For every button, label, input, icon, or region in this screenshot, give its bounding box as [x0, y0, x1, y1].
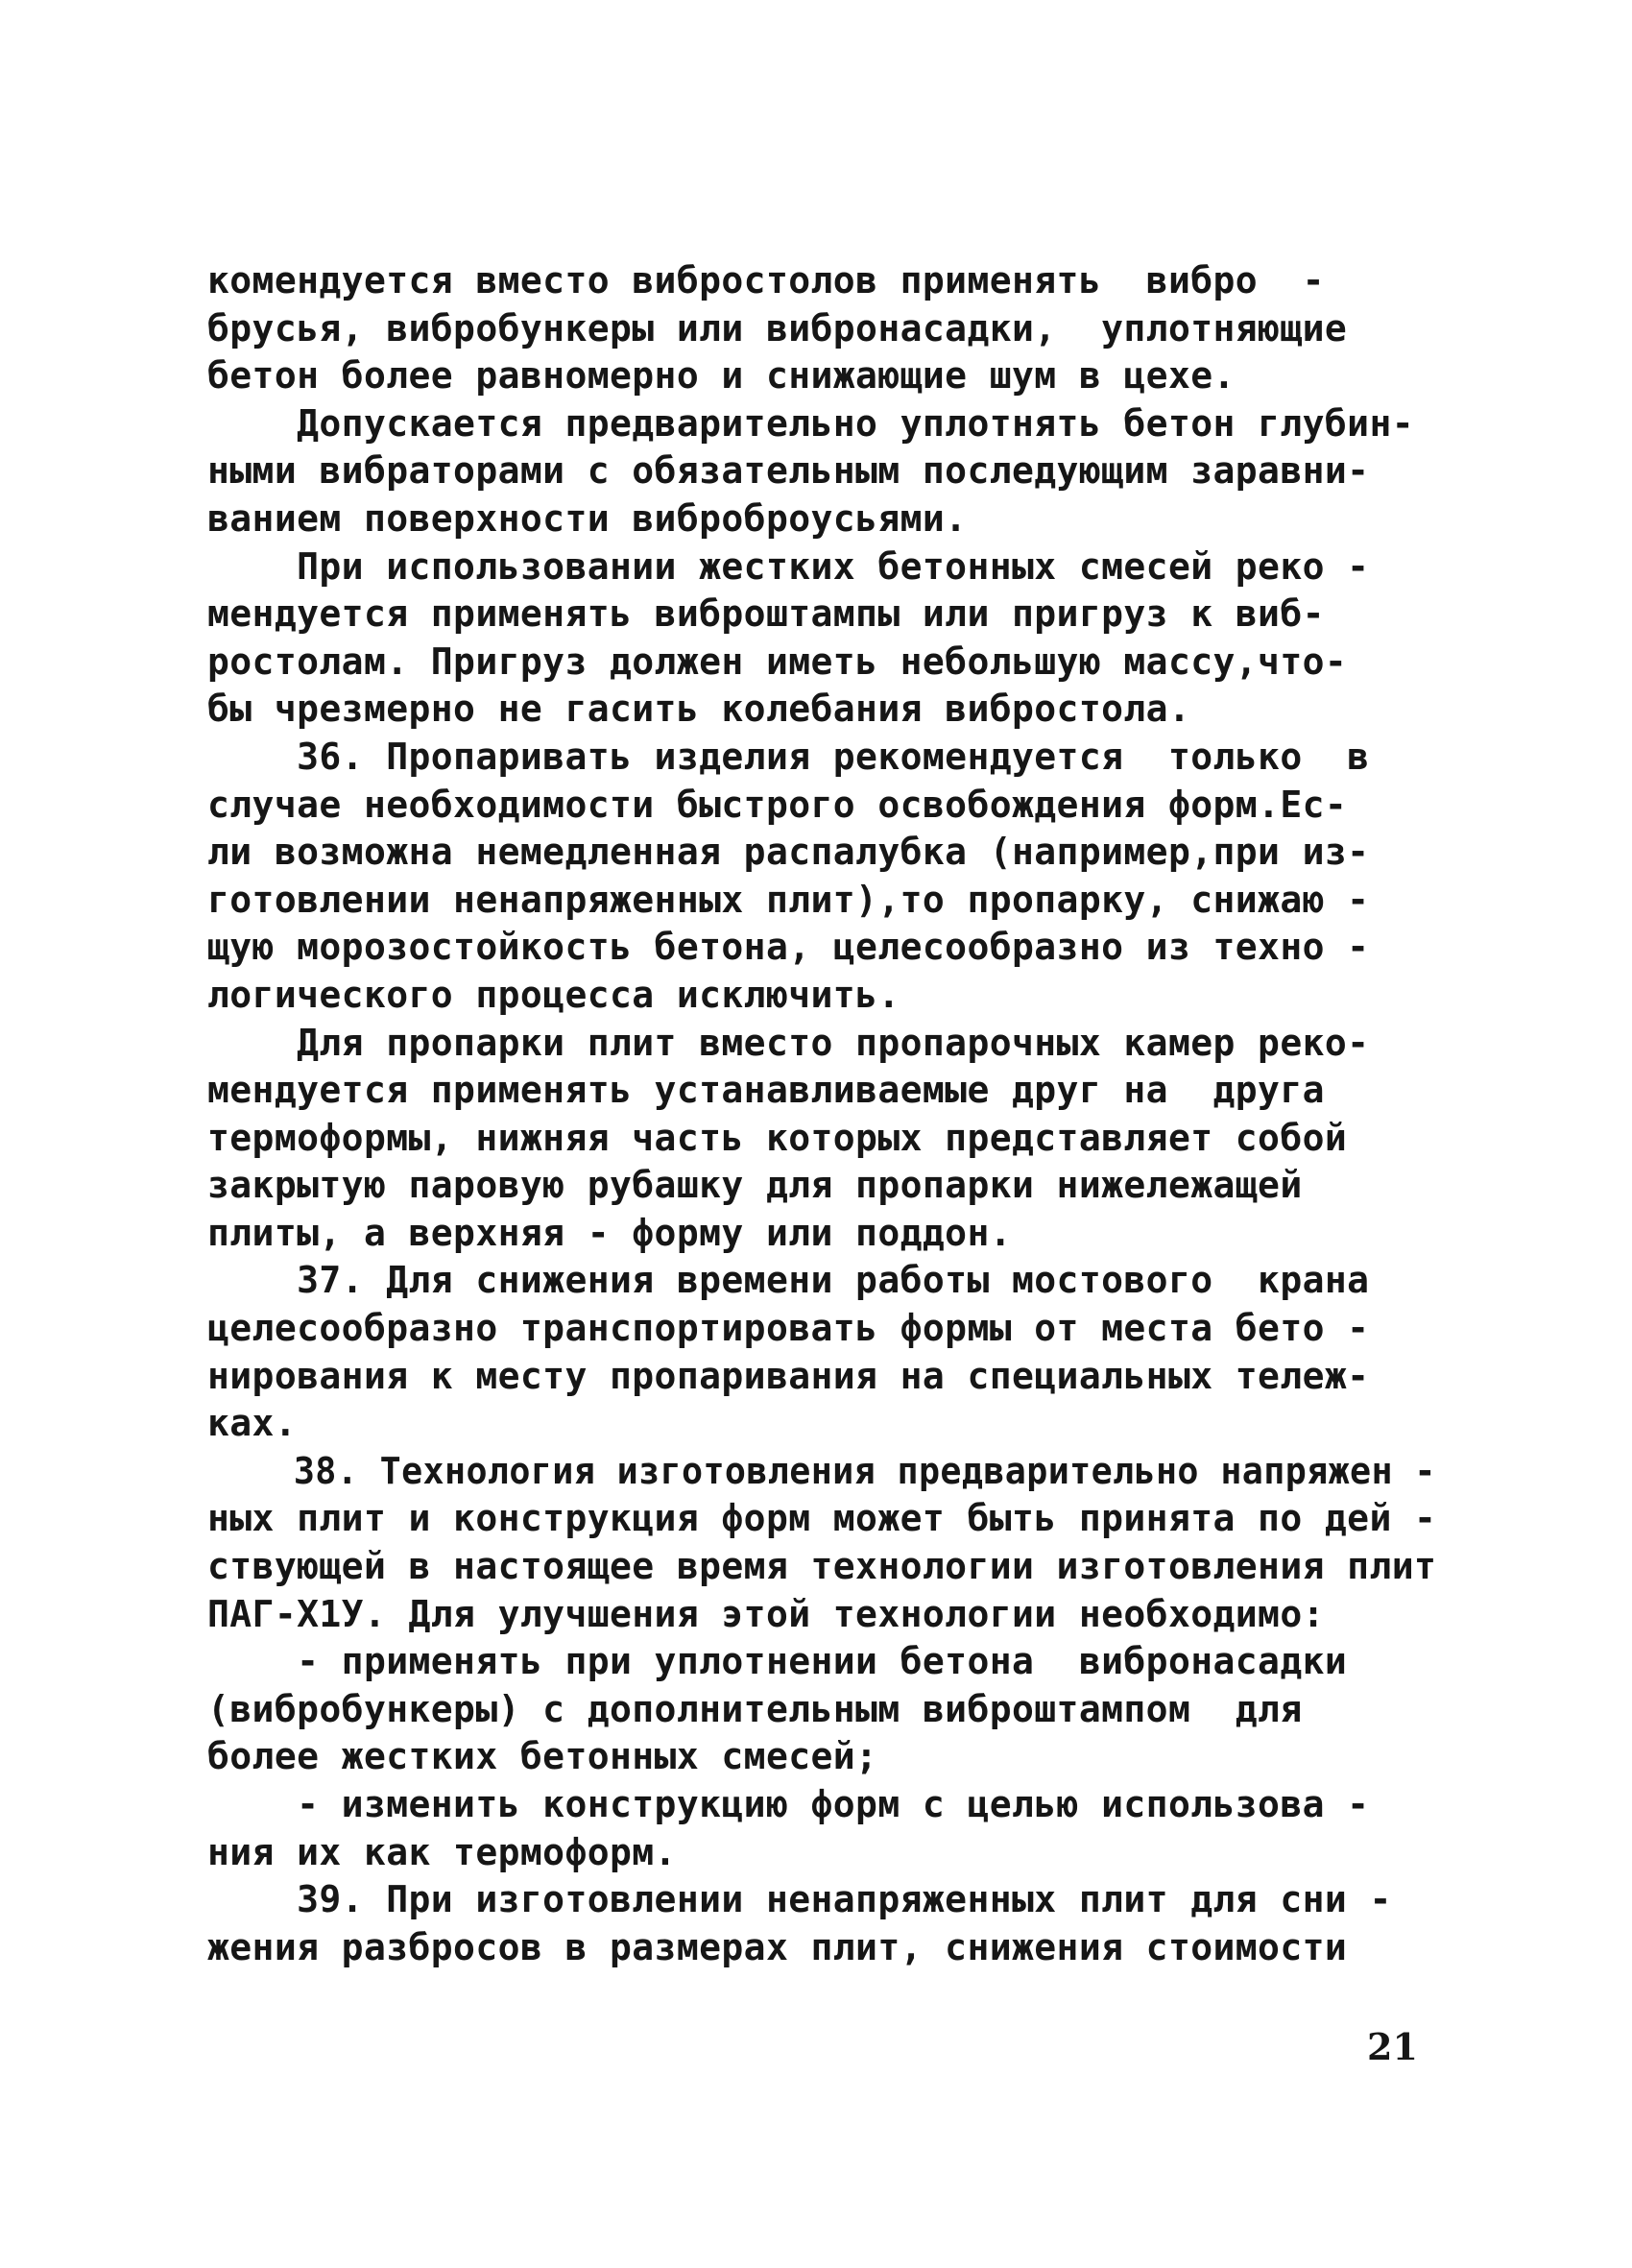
text-line: При использовании жестких бетонных смесей реко -: [207, 544, 1370, 588]
paragraph: [207, 1020, 1436, 1258]
text-line: термоформы, нижняя часть которых представляет собой: [207, 1116, 1348, 1159]
text-line: случае необходимости быстрого освобождения форм.Ес-: [207, 783, 1348, 826]
text-line: брусья, вибробункеры или вибронасадки, уплотняющие: [207, 306, 1348, 350]
text-line: - изменить конструкцию форм с целью использова -: [207, 1783, 1370, 1825]
paragraph: [207, 257, 1436, 400]
text-line: 38. Технология изготовления предварительно напряжен -: [207, 1449, 1436, 1492]
text-line: Для пропарки плит вместо пропарочных камер реко-: [207, 1021, 1370, 1064]
text-line: мендуется применять виброштампы или пригруз к виб-: [207, 592, 1325, 636]
text-line: 39. При изготовлении ненапряженных плит для сни -: [207, 1878, 1392, 1921]
body-text: [207, 257, 1436, 1971]
text-line: ростолам. Пригруз должен иметь небольшую массу,что-: [207, 639, 1348, 683]
paragraph: [207, 543, 1436, 734]
text-line: (вибробункеры) с дополнительным виброштампом для: [207, 1687, 1303, 1730]
paragraph: [207, 400, 1436, 543]
text-line: щую морозостойкость бетона, целесообразно из техно -: [207, 926, 1370, 969]
text-line: ПАГ-Х1У. Для улучшения этой технологии необходимо:: [207, 1592, 1325, 1635]
text-line: мендуется применять устанавливаемые друг на друга: [207, 1069, 1325, 1112]
text-line: ния их как термоформ.: [207, 1830, 677, 1873]
paragraph: [207, 1781, 1436, 1876]
text-line: ных плит и конструкция форм может быть принята по дей -: [207, 1497, 1437, 1540]
text-line: комендуется вместо вибростолов применять вибро -: [207, 259, 1325, 302]
text-line: плиты, а верхняя - форму или поддон.: [207, 1211, 1013, 1254]
paragraph: [207, 1638, 1436, 1781]
paragraph: [207, 1448, 1436, 1638]
paragraph: [207, 1876, 1436, 1971]
text-line: более жестких бетонных смесей;: [207, 1735, 878, 1778]
text-line: Допускается предварительно уплотнять бетон глубин-: [207, 401, 1415, 445]
text-line: ными вибраторами с обязательным последующим заравни-: [207, 449, 1370, 493]
text-line: ли возможна немедленная распалубка (например,при из-: [207, 831, 1370, 874]
text-line: 36. Пропаривать изделия рекомендуется только в: [207, 735, 1370, 778]
paragraph: [207, 1257, 1436, 1447]
text-line: целесообразно транспортировать формы от места бето -: [207, 1307, 1370, 1350]
text-line: - применять при уплотнении бетона вибронасадки: [207, 1640, 1348, 1683]
paragraph: [207, 734, 1436, 1020]
text-line: бетон более равномерно и снижающие шум в цехе.: [207, 354, 1236, 398]
text-line: ствующей в настоящее время технологии изготовления плит: [207, 1545, 1437, 1588]
text-line: ванием поверхности виброброусьями.: [207, 496, 968, 540]
text-line: готовлении ненапряженных плит),то пропарку, снижаю -: [207, 878, 1370, 921]
page-number: 21: [1367, 2025, 1418, 2068]
text-line: закрытую паровую рубашку для пропарки нижележащей: [207, 1164, 1303, 1207]
text-line: бы чрезмерно не гасить колебания вибростола.: [207, 688, 1191, 731]
text-line: жения разбросов в размерах плит, снижения стоимости: [207, 1925, 1348, 1968]
text-line: ках.: [207, 1402, 298, 1445]
text-line: 37. Для снижения времени работы мостового крана: [207, 1259, 1370, 1302]
text-line: логического процесса исключить.: [207, 973, 900, 1016]
text-line: нирования к месту пропаривания на специальных тележ-: [207, 1354, 1370, 1397]
